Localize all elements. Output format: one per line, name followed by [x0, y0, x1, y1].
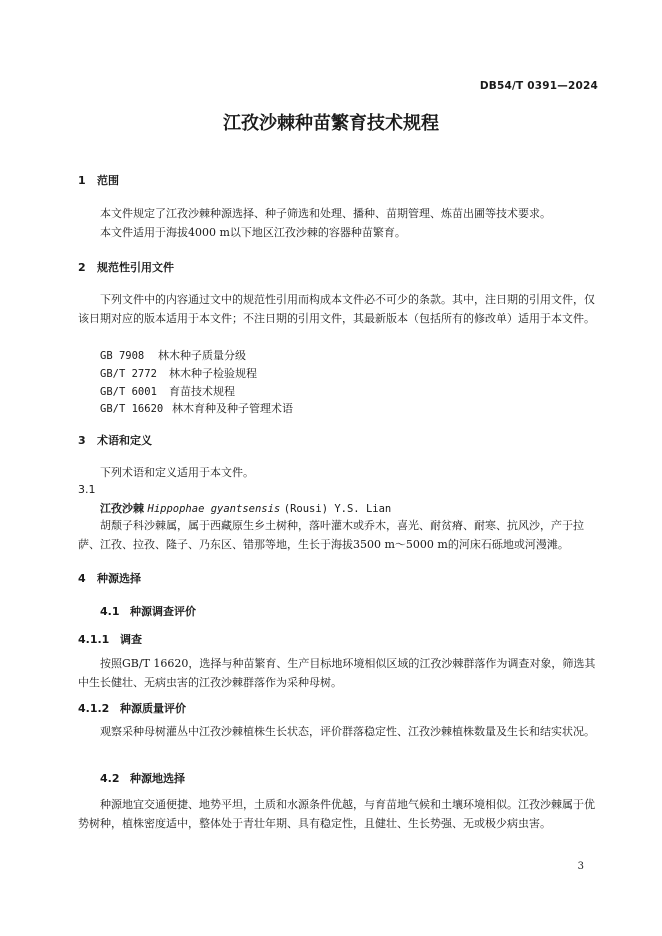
page-number: 3	[577, 861, 584, 872]
document-number: DB54/T 0391—2024	[479, 80, 598, 92]
reference-name: 育苗技术规程	[169, 385, 235, 398]
paragraph: 本文件适用于海拔4000 m以下地区江孜沙棘的容器种苗繁育。	[100, 226, 406, 239]
section-number: 4.1.1	[78, 633, 110, 646]
section-title: 种源选择	[97, 572, 141, 585]
document-title: 江孜沙棘种苗繁育技术规程	[223, 113, 439, 134]
section-4-heading	[78, 570, 141, 586]
section-number: 1	[78, 174, 86, 187]
section-4-1-2-heading	[78, 700, 186, 716]
reference-code: GB 7908	[100, 350, 145, 362]
paragraph: 按照GB/T 16620，选择与种苗繁育、生产目标地环境相似区域的江孜沙棘群落作为调查对象，筛选其中生长健壮、无病虫害的江孜沙棘群落作为采种母树。	[78, 657, 596, 689]
reference-item	[100, 365, 257, 381]
term-scientific-name: Hippophae gyantsensis	[147, 503, 281, 515]
reference-name: 林木种子检验规程	[169, 367, 257, 380]
term-entry	[100, 500, 391, 516]
paragraph: 种源地宜交通便捷、地势平坦，土质和水源条件优越，与育苗地气候和土壤环境相似。江孜沙棘属于优势树种，植株密度适中，整体处于青壮年期、具有稳定性，且健壮、生长势强、无或极少病虫害。	[78, 798, 595, 830]
section-4-2-heading	[100, 770, 185, 786]
paragraph: 下列文件中的内容通过文中的规范性引用而构成本文件必不可少的条款。其中，注日期的引用文件，仅该日期对应的版本适用于本文件；不注日期的引用文件，其最新版本（包括所有的修改单）适用于本文件。	[78, 293, 595, 325]
paragraph: 本文件规定了江孜沙棘种源选择、种子筛选和处理、播种、苗期管理、炼苗出圃等技术要求。	[100, 207, 551, 220]
section-title: 种源地选择	[130, 772, 185, 785]
paragraph: 观察采种母树灌丛中江孜沙棘植株生长状态，评价群落稳定性、江孜沙棘植株数量及生长和结实状况。	[100, 725, 595, 738]
section-number: 3	[78, 434, 86, 447]
section-3-heading	[78, 432, 152, 448]
section-title: 调查	[120, 633, 142, 646]
section-4-1-heading	[100, 603, 196, 619]
reference-name: 林木育种及种子管理术语	[172, 402, 293, 415]
reference-item	[100, 383, 235, 399]
section-number: 4.2	[100, 772, 120, 785]
section-number: 4	[78, 572, 86, 585]
reference-code: GB/T 6001	[100, 386, 157, 398]
reference-name: 林木种子质量分级	[158, 349, 246, 362]
reference-code: GB/T 16620	[100, 403, 164, 415]
term-name: 江孜沙棘	[100, 502, 144, 515]
section-title: 种源质量评价	[120, 702, 186, 715]
section-number: 2	[78, 261, 86, 274]
section-title: 术语和定义	[97, 434, 152, 447]
reference-item	[100, 400, 293, 416]
section-1-heading	[78, 172, 119, 188]
section-title: 种源调查评价	[130, 605, 196, 618]
section-title: 范围	[97, 174, 119, 187]
section-number: 4.1	[100, 605, 120, 618]
term-definition: 胡颓子科沙棘属，属于西藏原生乡土树种，落叶灌木或乔木，喜光、耐贫瘠、耐寒、抗风沙，产于拉萨、江孜、拉孜、隆子、乃东区、错那等地，生长于海拔3500 m～5000 m的河床石砾地或河漫滩。	[78, 519, 584, 551]
section-4-1-1-heading	[78, 631, 142, 647]
term-authority: (Rousi) Y.S. Lian	[283, 503, 392, 515]
section-title: 规范性引用文件	[97, 261, 174, 274]
reference-code: GB/T 2772	[100, 368, 157, 380]
term-number: 3.1	[78, 483, 96, 496]
reference-item	[100, 347, 246, 363]
section-2-heading	[78, 259, 174, 275]
section-number: 4.1.2	[78, 702, 110, 715]
paragraph: 下列术语和定义适用于本文件。	[100, 466, 254, 479]
